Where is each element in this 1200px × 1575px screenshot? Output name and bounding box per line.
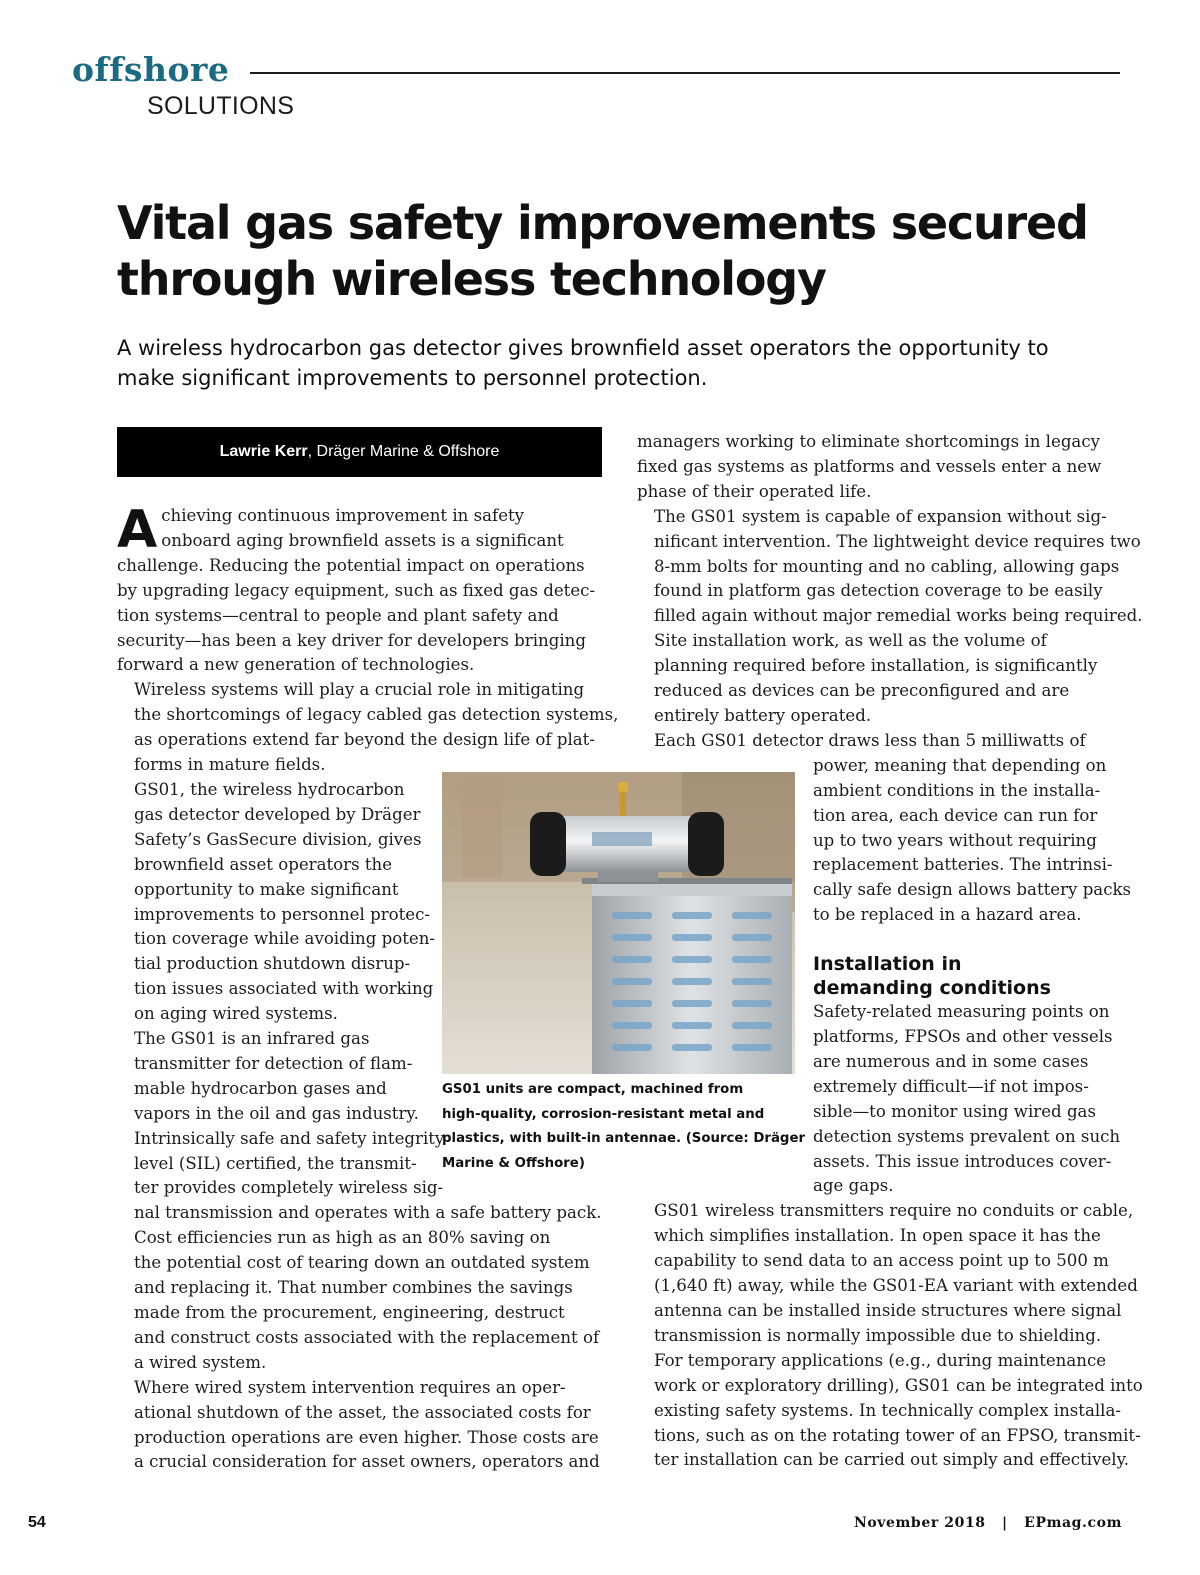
paragraph <box>117 500 602 678</box>
author-affiliation: , Dräger Marine & Offshore <box>307 443 500 460</box>
text-line: and replacing it. That number combines the savings <box>134 1278 573 1298</box>
text-line: Where wired system intervention requires an oper- <box>134 1377 566 1397</box>
text-line: For temporary applications (e.g., during maintenance <box>654 1350 1107 1370</box>
text-line: capability to send data to an access point up to 500 m <box>654 1251 1109 1271</box>
text-line: tions, such as on the rotating tower of an FPSO, transmit- <box>654 1425 1141 1445</box>
gas-detector-illustration <box>442 772 795 1074</box>
section-subhead <box>813 952 1122 1000</box>
paragraph <box>637 729 1122 754</box>
page-number: 54 <box>28 1514 46 1531</box>
text-line: vapors in the oil and gas industry. <box>134 1103 419 1123</box>
text-line: detection systems prevalent on such <box>813 1126 1121 1146</box>
text-line: tion area, each device can run for <box>813 805 1098 825</box>
headline <box>117 195 1107 307</box>
text-line: 8-mm bolts for mounting and no cabling, allowing gaps <box>654 556 1120 576</box>
text-line: mable hydrocarbon gases and <box>134 1078 387 1098</box>
text-line: onboard aging brownfield assets is a significant <box>161 530 564 550</box>
text-line: Cost efficiencies run as high as an 80% saving on <box>134 1228 551 1248</box>
drop-cap: A <box>117 500 158 560</box>
text-line: phase of their operated life. <box>637 481 872 501</box>
text-line: gas detector developed by Dräger <box>134 804 421 824</box>
section-sub: SOLUTIONS <box>147 92 295 120</box>
text-line: ambient conditions in the installa- <box>813 780 1101 800</box>
text-line: filled again without major remedial works being required. <box>654 606 1143 626</box>
text-line: transmission is normally impossible due to shielding. <box>654 1325 1102 1345</box>
text-line: forward a new generation of technologies. <box>117 655 475 675</box>
paragraph <box>637 1349 1143 1474</box>
section-tag <box>72 50 1122 130</box>
text-line: brownfield asset operators the <box>134 854 393 874</box>
paragraph <box>813 754 1132 928</box>
text-line: as operations extend far beyond the design life of plat- <box>134 730 595 750</box>
text-line: fixed gas systems as platforms and vessels enter a new <box>637 456 1102 476</box>
text-line: ter installation can be carried out simply and effectively. <box>654 1450 1130 1470</box>
text-line: antenna can be installed inside structures where signal <box>654 1301 1122 1320</box>
text-line: level (SIL) certified, the transmit- <box>134 1153 417 1173</box>
text-line: challenge. Reducing the potential impact on operations <box>117 555 585 575</box>
text-line: tion issues associated with working <box>134 979 434 999</box>
text-line: nal transmission and operates with a safe battery pack. <box>134 1203 602 1223</box>
text-line: sible—to monitor using wired gas <box>813 1101 1096 1121</box>
text-line: GS01 wireless transmitters require no conduits or cable, <box>654 1201 1134 1221</box>
deck-line: A wireless hydrocarbon gas detector gives brownfield asset operators the opportunity to <box>117 336 1049 360</box>
text-line: which simplifies installation. In open space it has the <box>654 1226 1101 1246</box>
subhead-line: demanding conditions <box>813 977 1051 1000</box>
text-line: extremely difficult—if not impos- <box>813 1076 1089 1096</box>
text-line: security—has been a key driver for developers bringing <box>117 630 586 650</box>
text-line: plastics, with built-in antennae. (Source: Dräger <box>442 1131 806 1146</box>
text-line: replacement batteries. The intrinsi- <box>813 855 1113 875</box>
photo-caption <box>442 1078 806 1176</box>
text-line: chieving continuous improvement in safety <box>161 506 525 525</box>
text-line: Site installation work, as well as the volume of <box>654 631 1047 651</box>
paragraph <box>117 1376 602 1476</box>
text-line: a wired system. <box>134 1352 267 1372</box>
text-line: and construct costs associated with the replacement of <box>134 1327 600 1347</box>
text-line: the shortcomings of legacy cabled gas detection systems, <box>134 705 619 725</box>
headline-line: Vital gas safety improvements secured <box>117 196 1088 250</box>
subhead-line: Installation in <box>813 953 962 976</box>
text-line: a crucial consideration for asset owners, operators and <box>134 1452 600 1472</box>
text-line: reduced as devices can be preconfigured and are <box>654 681 1070 701</box>
headline-line: through wireless technology <box>117 252 826 306</box>
text-line: production operations are even higher. Those costs are <box>134 1427 599 1447</box>
text-line: entirely battery operated. <box>654 705 872 725</box>
text-line: cally safe design allows battery packs <box>813 880 1132 900</box>
text-line: planning required before installation, is significantly <box>654 656 1098 676</box>
text-line: improvements to personnel protec- <box>134 904 431 924</box>
text-line: to be replaced in a hazard area. <box>813 905 1082 925</box>
text-line: GS01, the wireless hydrocarbon <box>134 779 405 799</box>
text-line: The GS01 system is capable of expansion without sig- <box>654 506 1107 526</box>
text-line: assets. This issue introduces cover- <box>813 1151 1112 1171</box>
text-line: opportunity to make significant <box>134 879 399 899</box>
text-line: forms in mature fields. <box>134 755 326 775</box>
text-line: the potential cost of tearing down an outdated system <box>134 1253 590 1273</box>
product-photo <box>442 772 795 1074</box>
text-line: power, meaning that depending on <box>813 755 1107 775</box>
issue-footer: November 2018 | EPmag.com <box>853 1515 1122 1531</box>
text-line: tial production shutdown disrup- <box>134 954 411 974</box>
text-line: work or exploratory drilling), GS01 can be integrated into <box>654 1375 1143 1395</box>
text-line: on aging wired systems. <box>134 1004 338 1024</box>
section-word: offshore <box>72 50 230 89</box>
text-line: platforms, FPSOs and other vessels <box>813 1027 1113 1047</box>
text-line: existing safety systems. In technically complex installa- <box>654 1400 1121 1420</box>
section-rule <box>250 72 1120 74</box>
text-line: managers working to eliminate shortcomings in legacy <box>637 432 1100 451</box>
paragraph <box>813 1000 1122 1199</box>
text-line: by upgrading legacy equipment, such as fixed gas detec- <box>117 580 596 600</box>
paragraph <box>637 430 1122 505</box>
paragraph <box>117 1226 602 1375</box>
text-line: ational shutdown of the asset, the associated costs for <box>134 1402 591 1422</box>
paragraph <box>637 629 1122 729</box>
deck-line: make significant improvements to personnel protection. <box>117 366 708 390</box>
paragraph <box>637 1199 1138 1348</box>
paragraph <box>117 678 619 778</box>
text-line: Intrinsically safe and safety integrity <box>134 1128 445 1148</box>
text-line: made from the procurement, engineering, destruct <box>134 1303 565 1322</box>
text-line: The GS01 is an infrared gas <box>134 1029 370 1049</box>
text-line: ter provides completely wireless sig- <box>134 1178 444 1198</box>
text-line: tion systems—central to people and plant safety and <box>117 605 559 625</box>
text-line: are numerous and in some cases <box>813 1051 1089 1071</box>
text-line: up to two years without requiring <box>813 830 1097 850</box>
text-line: age gaps. <box>813 1176 894 1196</box>
text-line: Wireless systems will play a crucial role in mitigating <box>134 680 585 700</box>
text-line: Each GS01 detector draws less than 5 milliwatts of <box>654 730 1086 750</box>
text-line: Marine & Offshore) <box>442 1155 585 1171</box>
text-line: Safety’s GasSecure division, gives <box>134 829 422 849</box>
text-line: (1,640 ft) away, while the GS01-EA variant with extended <box>654 1276 1138 1296</box>
text-line: GS01 units are compact, machined from <box>442 1082 744 1097</box>
paragraph <box>637 505 1143 630</box>
text-line: high-quality, corrosion-resistant metal and <box>442 1106 765 1122</box>
author-name: Lawrie Kerr <box>219 443 308 460</box>
byline <box>117 427 602 477</box>
text-line: found in platform gas detection coverage to be easily <box>654 581 1103 601</box>
text-line: tion coverage while avoiding poten- <box>134 929 436 949</box>
text-line: nificant intervention. The lightweight device requires two <box>654 531 1141 551</box>
text-line: Safety-related measuring points on <box>813 1002 1110 1022</box>
text-line: transmitter for detection of flam- <box>134 1053 413 1073</box>
deck <box>117 333 1117 393</box>
